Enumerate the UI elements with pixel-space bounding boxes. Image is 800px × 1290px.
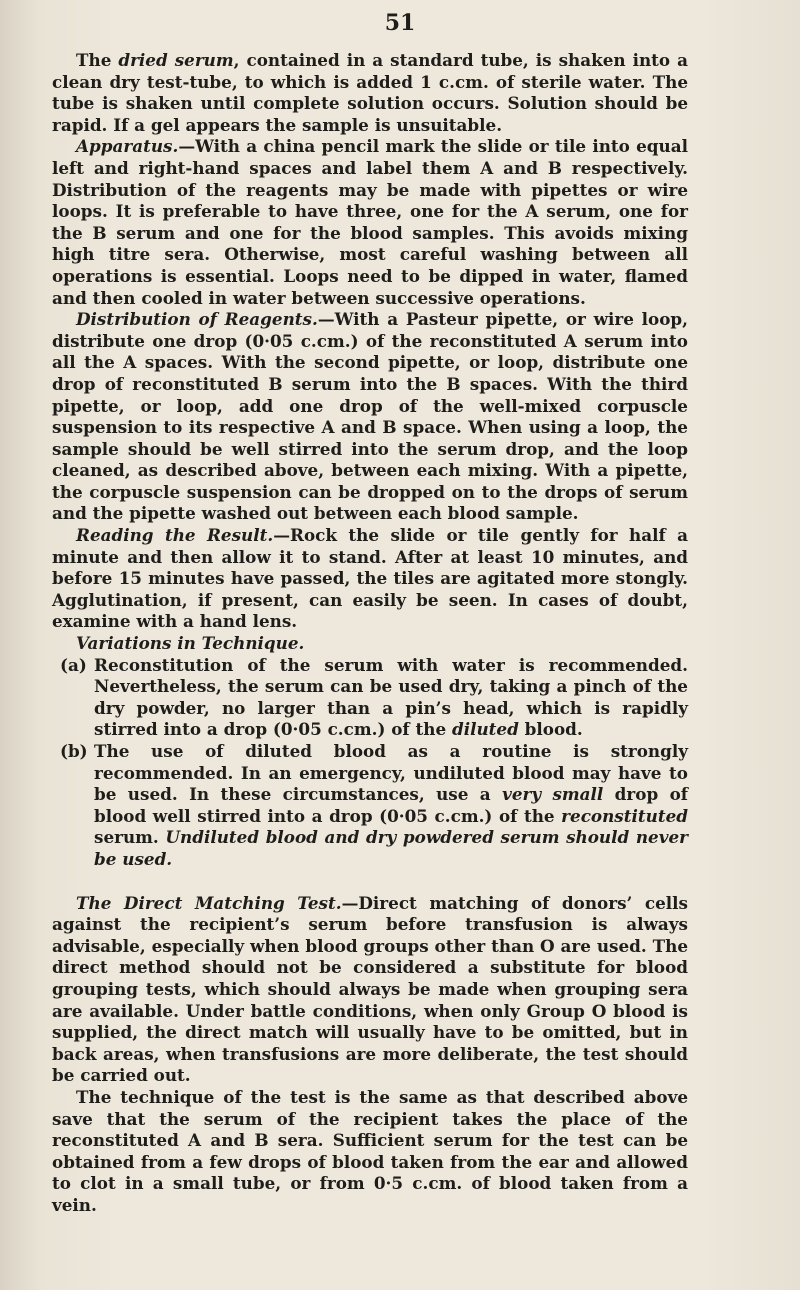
variation-item-a bbox=[60, 655, 688, 741]
page-body bbox=[52, 50, 688, 1216]
paragraph-distribution bbox=[52, 309, 688, 525]
variation-b-text-2: drop of blood well stirred into a drop (0·05 c.cm.) of the bbox=[94, 784, 688, 826]
paragraph-reading bbox=[52, 525, 688, 633]
variation-b-italic-2: reconstituted bbox=[561, 805, 688, 826]
reading-heading: Reading the Result. bbox=[76, 525, 274, 546]
variation-b-warning: Undiluted blood and dry powdered serum should never be used. bbox=[94, 827, 688, 869]
variation-b-text-3: serum. bbox=[94, 827, 166, 848]
variation-a-text: Reconstitution of the serum with water is recommended. Nevertheless, the serum can be used dry, taking a pinch of the dry powder, no larger than a pin’s head, which is rapidly stirred into a drop (0·05 c.cm.) of the bbox=[94, 654, 688, 740]
paragraph-technique: The technique of the test is the same as that described above save that the serum of the recipient takes the place of the reconstituted A and B sera. Sufficient serum for the test can be obtained from a few drops of blood taken from the ear and allowed to clot in a small tube, or from 0·5 c.cm. of blood taken from a vein. bbox=[52, 1086, 688, 1215]
variation-marker: (a) bbox=[60, 654, 87, 675]
variation-b-text: The use of diluted blood as a routine is strongly recommended. In an emergency, undiluted blood may have to be used. In these circumstances, use a bbox=[94, 741, 688, 805]
para1-text: , contained in a standard tube, is shaken into a clean dry test-tube, to which is added 1 c.cm. of sterile water. The tube is shaken until complete solution occurs. Solution should be rapid. If a gel appears the sample is unsuitable. bbox=[52, 50, 688, 135]
distribution-text: —With a Pasteur pipette, or wire loop, distribute one drop (0·05 c.cm.) of the reconstituted A serum into all the A spaces. With the second pipette, or loop, distribute one drop of reconstituted B serum into the B spaces. With the third pipette, or loop, add one drop of the well-mixed corpuscle suspension to its respective A and B space. When using a loop, the sample should be well stirred into the serum drop, and the loop cleaned, as described above, between each mixing. With a pipette, the corpuscle suspension can be dropped on to the drops of serum and the pipette washed out between each blood sample. bbox=[52, 309, 688, 524]
direct-matching-heading: The Direct Matching Test. bbox=[76, 892, 342, 913]
variation-text bbox=[94, 741, 688, 871]
apparatus-heading: Apparatus. bbox=[76, 136, 179, 157]
variations-heading: Variations in Technique. bbox=[76, 633, 305, 654]
para1-italic-term: dried serum bbox=[118, 50, 234, 70]
variation-item-b bbox=[60, 741, 688, 871]
paragraph-dried-serum bbox=[52, 50, 688, 136]
variation-b-italic: very small bbox=[502, 784, 604, 805]
variation-text bbox=[94, 655, 688, 741]
direct-matching-text: —Direct matching of donors’ cells against the recipient’s serum before transfusion is always advisable, especially when blood groups other than O are used. The direct method should not be considered a substitute for blood grouping tests, which should always be made when grouping sera are available. Under battle conditions, when only Group O blood is supplied, the direct match will usually have to be omitted, but in back areas, when transfusions are more deliberate, the test should be carried out. bbox=[52, 892, 688, 1086]
paragraph-direct-matching bbox=[52, 893, 688, 1087]
para1-lead: The bbox=[76, 50, 119, 70]
apparatus-text: —With a china pencil mark the slide or tile into equal left and right-hand spaces and label them A and B respectively. Distribution of the reagents may be made with pipettes or wire loops. It is preferable to have three, one for the A serum, one for the B serum and one for the blood samples. This avoids mixing high titre sera. Otherwise, most careful washing between all operations is essential. Loops need to be dipped in water, flamed and then cooled in water between successive operations. bbox=[52, 136, 688, 308]
paragraph-apparatus bbox=[52, 136, 688, 309]
distribution-heading: Distribution of Reagents. bbox=[76, 309, 318, 330]
reading-text: —Rock the slide or tile gently for half a minute and then allow it to stand. After at least 10 minutes, and before 15 minutes have passed, the tiles are agitated more stongly. Agglutination, if present, can easily be seen. In cases of doubt, examine with a hand lens. bbox=[52, 525, 688, 632]
variation-a-tail: blood. bbox=[518, 719, 583, 740]
page-number: 51 bbox=[384, 10, 416, 36]
variation-a-italic: diluted bbox=[451, 719, 519, 740]
variation-marker: (b) bbox=[60, 741, 88, 761]
